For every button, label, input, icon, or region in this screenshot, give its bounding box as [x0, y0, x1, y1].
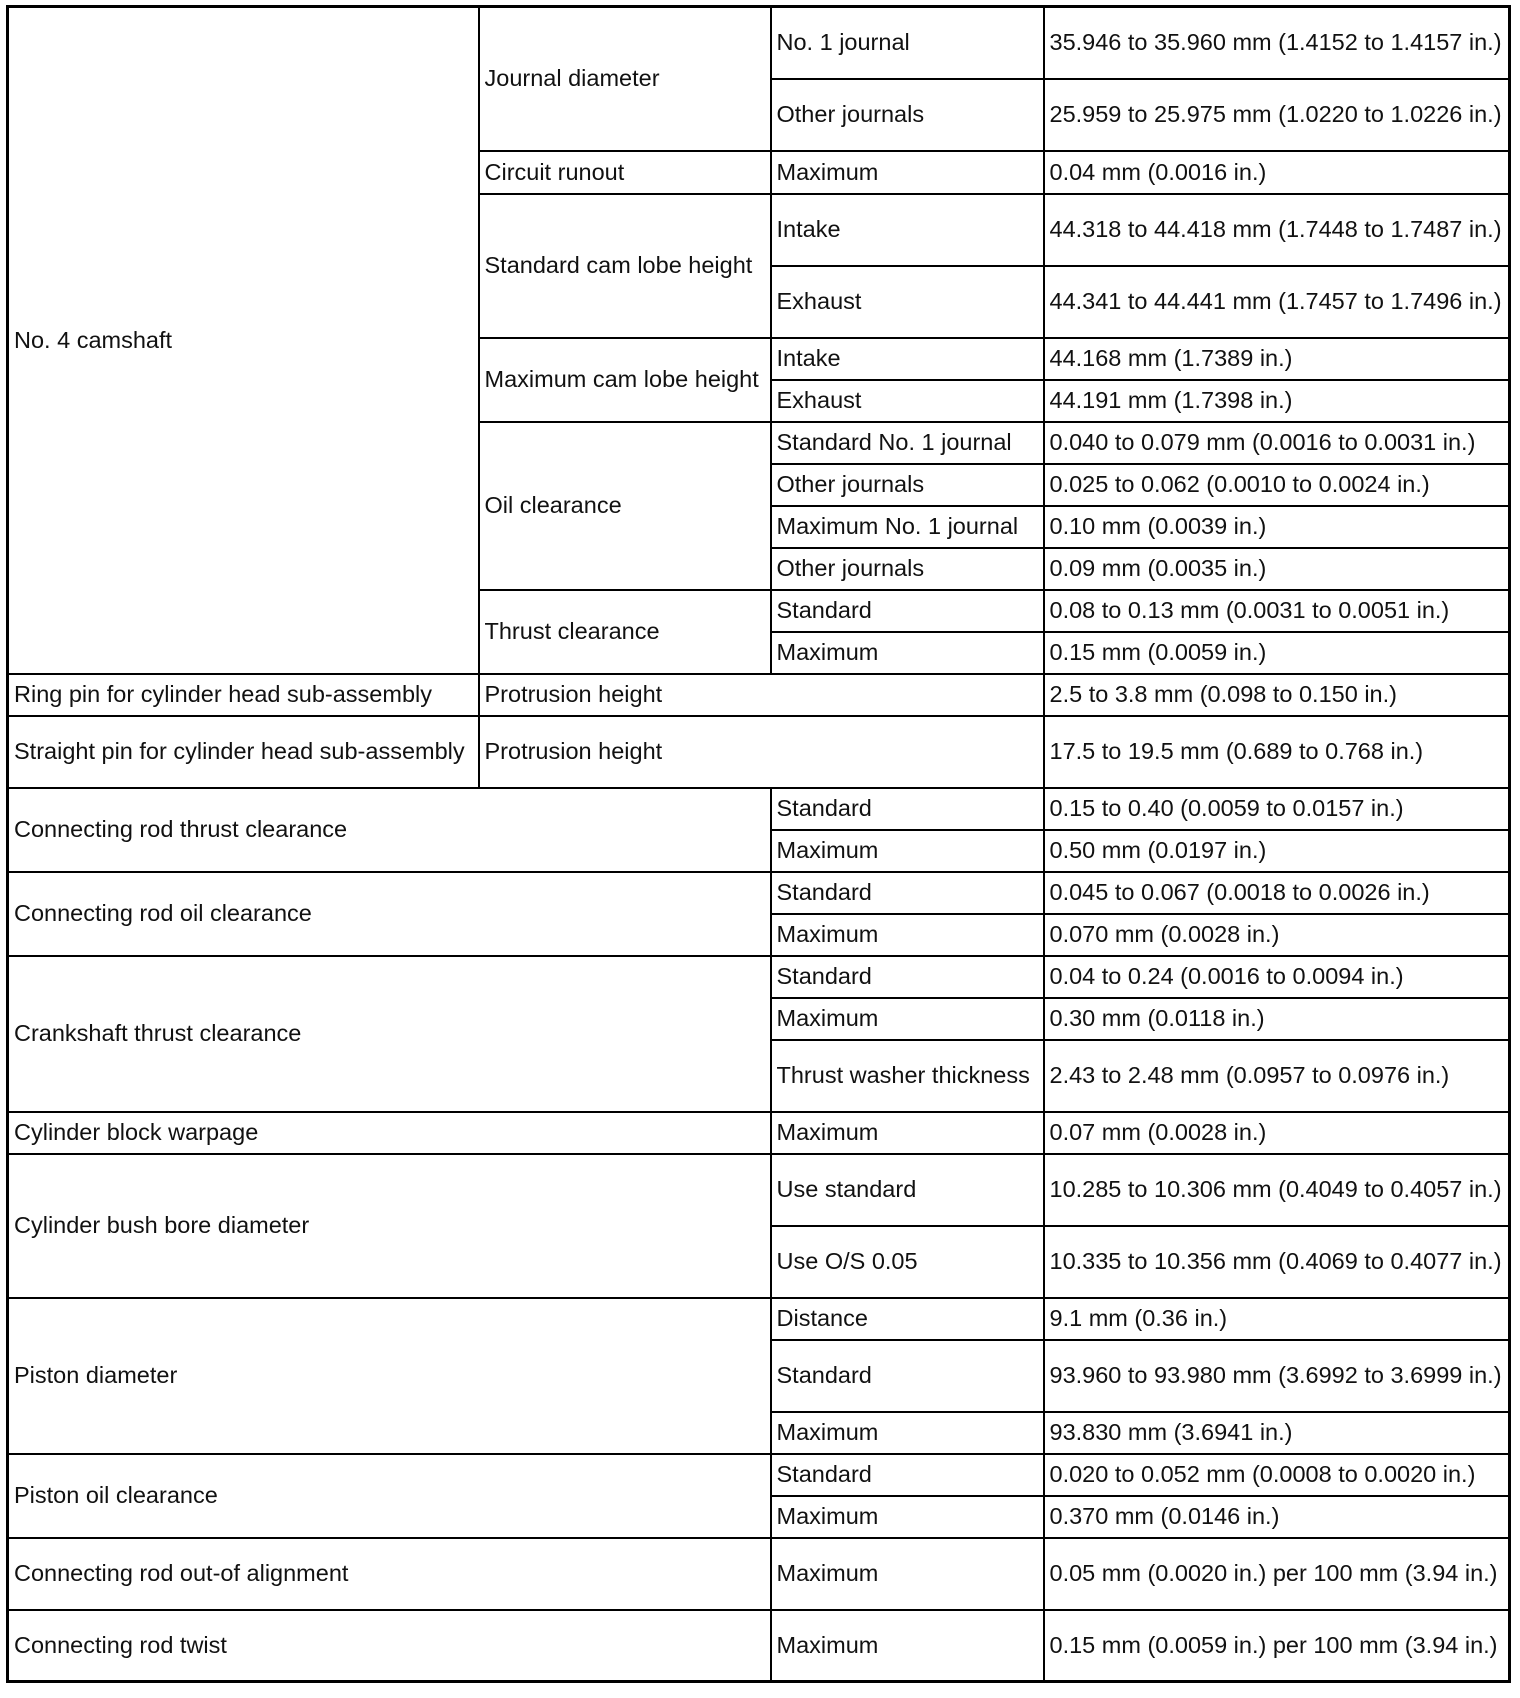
value-cell: 44.168 mm (1.7389 in.): [1044, 338, 1510, 380]
value-cell: 35.946 to 35.960 mm (1.4152 to 1.4157 in.): [1044, 7, 1510, 79]
condition-cell: Other journals: [771, 464, 1044, 506]
table-row: [8, 1298, 1510, 1340]
item-cell: Oil clearance: [479, 422, 771, 590]
component-cell: Piston diameter: [8, 1298, 771, 1454]
condition-cell: Maximum: [771, 1610, 1044, 1682]
item-cell: Circuit runout: [479, 151, 771, 194]
value-cell: 93.960 to 93.980 mm (3.6992 to 3.6999 in.): [1044, 1340, 1510, 1412]
value-cell: 25.959 to 25.975 mm (1.0220 to 1.0226 in.): [1044, 79, 1510, 151]
component-cell: Crankshaft thrust clearance: [8, 956, 771, 1112]
condition-cell: Maximum: [771, 1112, 1044, 1154]
spec-table: [6, 5, 1511, 1683]
value-cell: 0.045 to 0.067 (0.0018 to 0.0026 in.): [1044, 872, 1510, 914]
condition-cell: Standard No. 1 journal: [771, 422, 1044, 464]
condition-cell: Standard: [771, 956, 1044, 998]
table-row: [8, 788, 1510, 830]
condition-cell: Exhaust: [771, 266, 1044, 338]
value-cell: 44.341 to 44.441 mm (1.7457 to 1.7496 in.): [1044, 266, 1510, 338]
component-cell: Straight pin for cylinder head sub-assembly: [8, 716, 479, 788]
table-row: [8, 1112, 1510, 1154]
condition-cell: Maximum: [771, 1412, 1044, 1454]
condition-cell: Thrust washer thickness: [771, 1040, 1044, 1112]
component-cell: Connecting rod twist: [8, 1610, 771, 1682]
component-cell: Connecting rod thrust clearance: [8, 788, 771, 872]
table-row: [8, 1538, 1510, 1610]
value-cell: 10.285 to 10.306 mm (0.4049 to 0.4057 in.): [1044, 1154, 1510, 1226]
value-cell: 0.040 to 0.079 mm (0.0016 to 0.0031 in.): [1044, 422, 1510, 464]
component-cell: Connecting rod oil clearance: [8, 872, 771, 956]
condition-cell: Exhaust: [771, 380, 1044, 422]
condition-cell: Intake: [771, 194, 1044, 266]
value-cell: 0.04 mm (0.0016 in.): [1044, 151, 1510, 194]
value-cell: 0.08 to 0.13 mm (0.0031 to 0.0051 in.): [1044, 590, 1510, 632]
component-cell: Piston oil clearance: [8, 1454, 771, 1538]
condition-cell: Standard: [771, 1340, 1044, 1412]
component-cell: Ring pin for cylinder head sub-assembly: [8, 674, 479, 716]
value-cell: 10.335 to 10.356 mm (0.4069 to 0.4077 in.): [1044, 1226, 1510, 1298]
condition-cell: Maximum: [771, 632, 1044, 674]
value-cell: 2.5 to 3.8 mm (0.098 to 0.150 in.): [1044, 674, 1510, 716]
table-row: [8, 1154, 1510, 1226]
component-cell: No. 4 camshaft: [8, 7, 479, 674]
value-cell: 44.191 mm (1.7398 in.): [1044, 380, 1510, 422]
table-row: [8, 1454, 1510, 1496]
value-cell: 0.50 mm (0.0197 in.): [1044, 830, 1510, 872]
condition-cell: Other journals: [771, 79, 1044, 151]
table-row: [8, 956, 1510, 998]
value-cell: 93.830 mm (3.6941 in.): [1044, 1412, 1510, 1454]
value-cell: 0.05 mm (0.0020 in.) per 100 mm (3.94 in.): [1044, 1538, 1510, 1610]
spec-sheet: [6, 5, 1508, 1693]
value-cell: 0.30 mm (0.0118 in.): [1044, 998, 1510, 1040]
value-cell: 0.09 mm (0.0035 in.): [1044, 548, 1510, 590]
item-cell: Maximum cam lobe height: [479, 338, 771, 422]
condition-cell: Standard: [771, 872, 1044, 914]
condition-cell: Use standard: [771, 1154, 1044, 1226]
condition-cell: Maximum: [771, 914, 1044, 956]
table-row: [8, 872, 1510, 914]
value-cell: 0.070 mm (0.0028 in.): [1044, 914, 1510, 956]
component-cell: Cylinder block warpage: [8, 1112, 771, 1154]
value-cell: 0.15 mm (0.0059 in.): [1044, 632, 1510, 674]
condition-cell: Maximum: [771, 1496, 1044, 1538]
value-cell: 2.43 to 2.48 mm (0.0957 to 0.0976 in.): [1044, 1040, 1510, 1112]
value-cell: 9.1 mm (0.36 in.): [1044, 1298, 1510, 1340]
condition-cell: No. 1 journal: [771, 7, 1044, 79]
condition-cell: Intake: [771, 338, 1044, 380]
condition-cell: Distance: [771, 1298, 1044, 1340]
condition-cell: Maximum: [771, 830, 1044, 872]
component-cell: Cylinder bush bore diameter: [8, 1154, 771, 1298]
item-cell: Thrust clearance: [479, 590, 771, 674]
item-cell: Protrusion height: [479, 674, 1044, 716]
value-cell: 0.07 mm (0.0028 in.): [1044, 1112, 1510, 1154]
component-cell: Connecting rod out-of alignment: [8, 1538, 771, 1610]
item-cell: Protrusion height: [479, 716, 1044, 788]
table-row: [8, 674, 1510, 716]
value-cell: 0.10 mm (0.0039 in.): [1044, 506, 1510, 548]
condition-cell: Standard: [771, 1454, 1044, 1496]
condition-cell: Standard: [771, 788, 1044, 830]
table-row: [8, 7, 1510, 79]
table-row: [8, 1610, 1510, 1682]
item-cell: Standard cam lobe height: [479, 194, 771, 338]
table-row: [8, 716, 1510, 788]
value-cell: 0.025 to 0.062 (0.0010 to 0.0024 in.): [1044, 464, 1510, 506]
condition-cell: Other journals: [771, 548, 1044, 590]
value-cell: 0.370 mm (0.0146 in.): [1044, 1496, 1510, 1538]
value-cell: 17.5 to 19.5 mm (0.689 to 0.768 in.): [1044, 716, 1510, 788]
value-cell: 44.318 to 44.418 mm (1.7448 to 1.7487 in.): [1044, 194, 1510, 266]
value-cell: 0.15 to 0.40 (0.0059 to 0.0157 in.): [1044, 788, 1510, 830]
condition-cell: Use O/S 0.05: [771, 1226, 1044, 1298]
condition-cell: Maximum: [771, 1538, 1044, 1610]
condition-cell: Standard: [771, 590, 1044, 632]
value-cell: 0.15 mm (0.0059 in.) per 100 mm (3.94 in.): [1044, 1610, 1510, 1682]
condition-cell: Maximum No. 1 journal: [771, 506, 1044, 548]
value-cell: 0.020 to 0.052 mm (0.0008 to 0.0020 in.): [1044, 1454, 1510, 1496]
condition-cell: Maximum: [771, 998, 1044, 1040]
item-cell: Journal diameter: [479, 7, 771, 151]
value-cell: 0.04 to 0.24 (0.0016 to 0.0094 in.): [1044, 956, 1510, 998]
condition-cell: Maximum: [771, 151, 1044, 194]
